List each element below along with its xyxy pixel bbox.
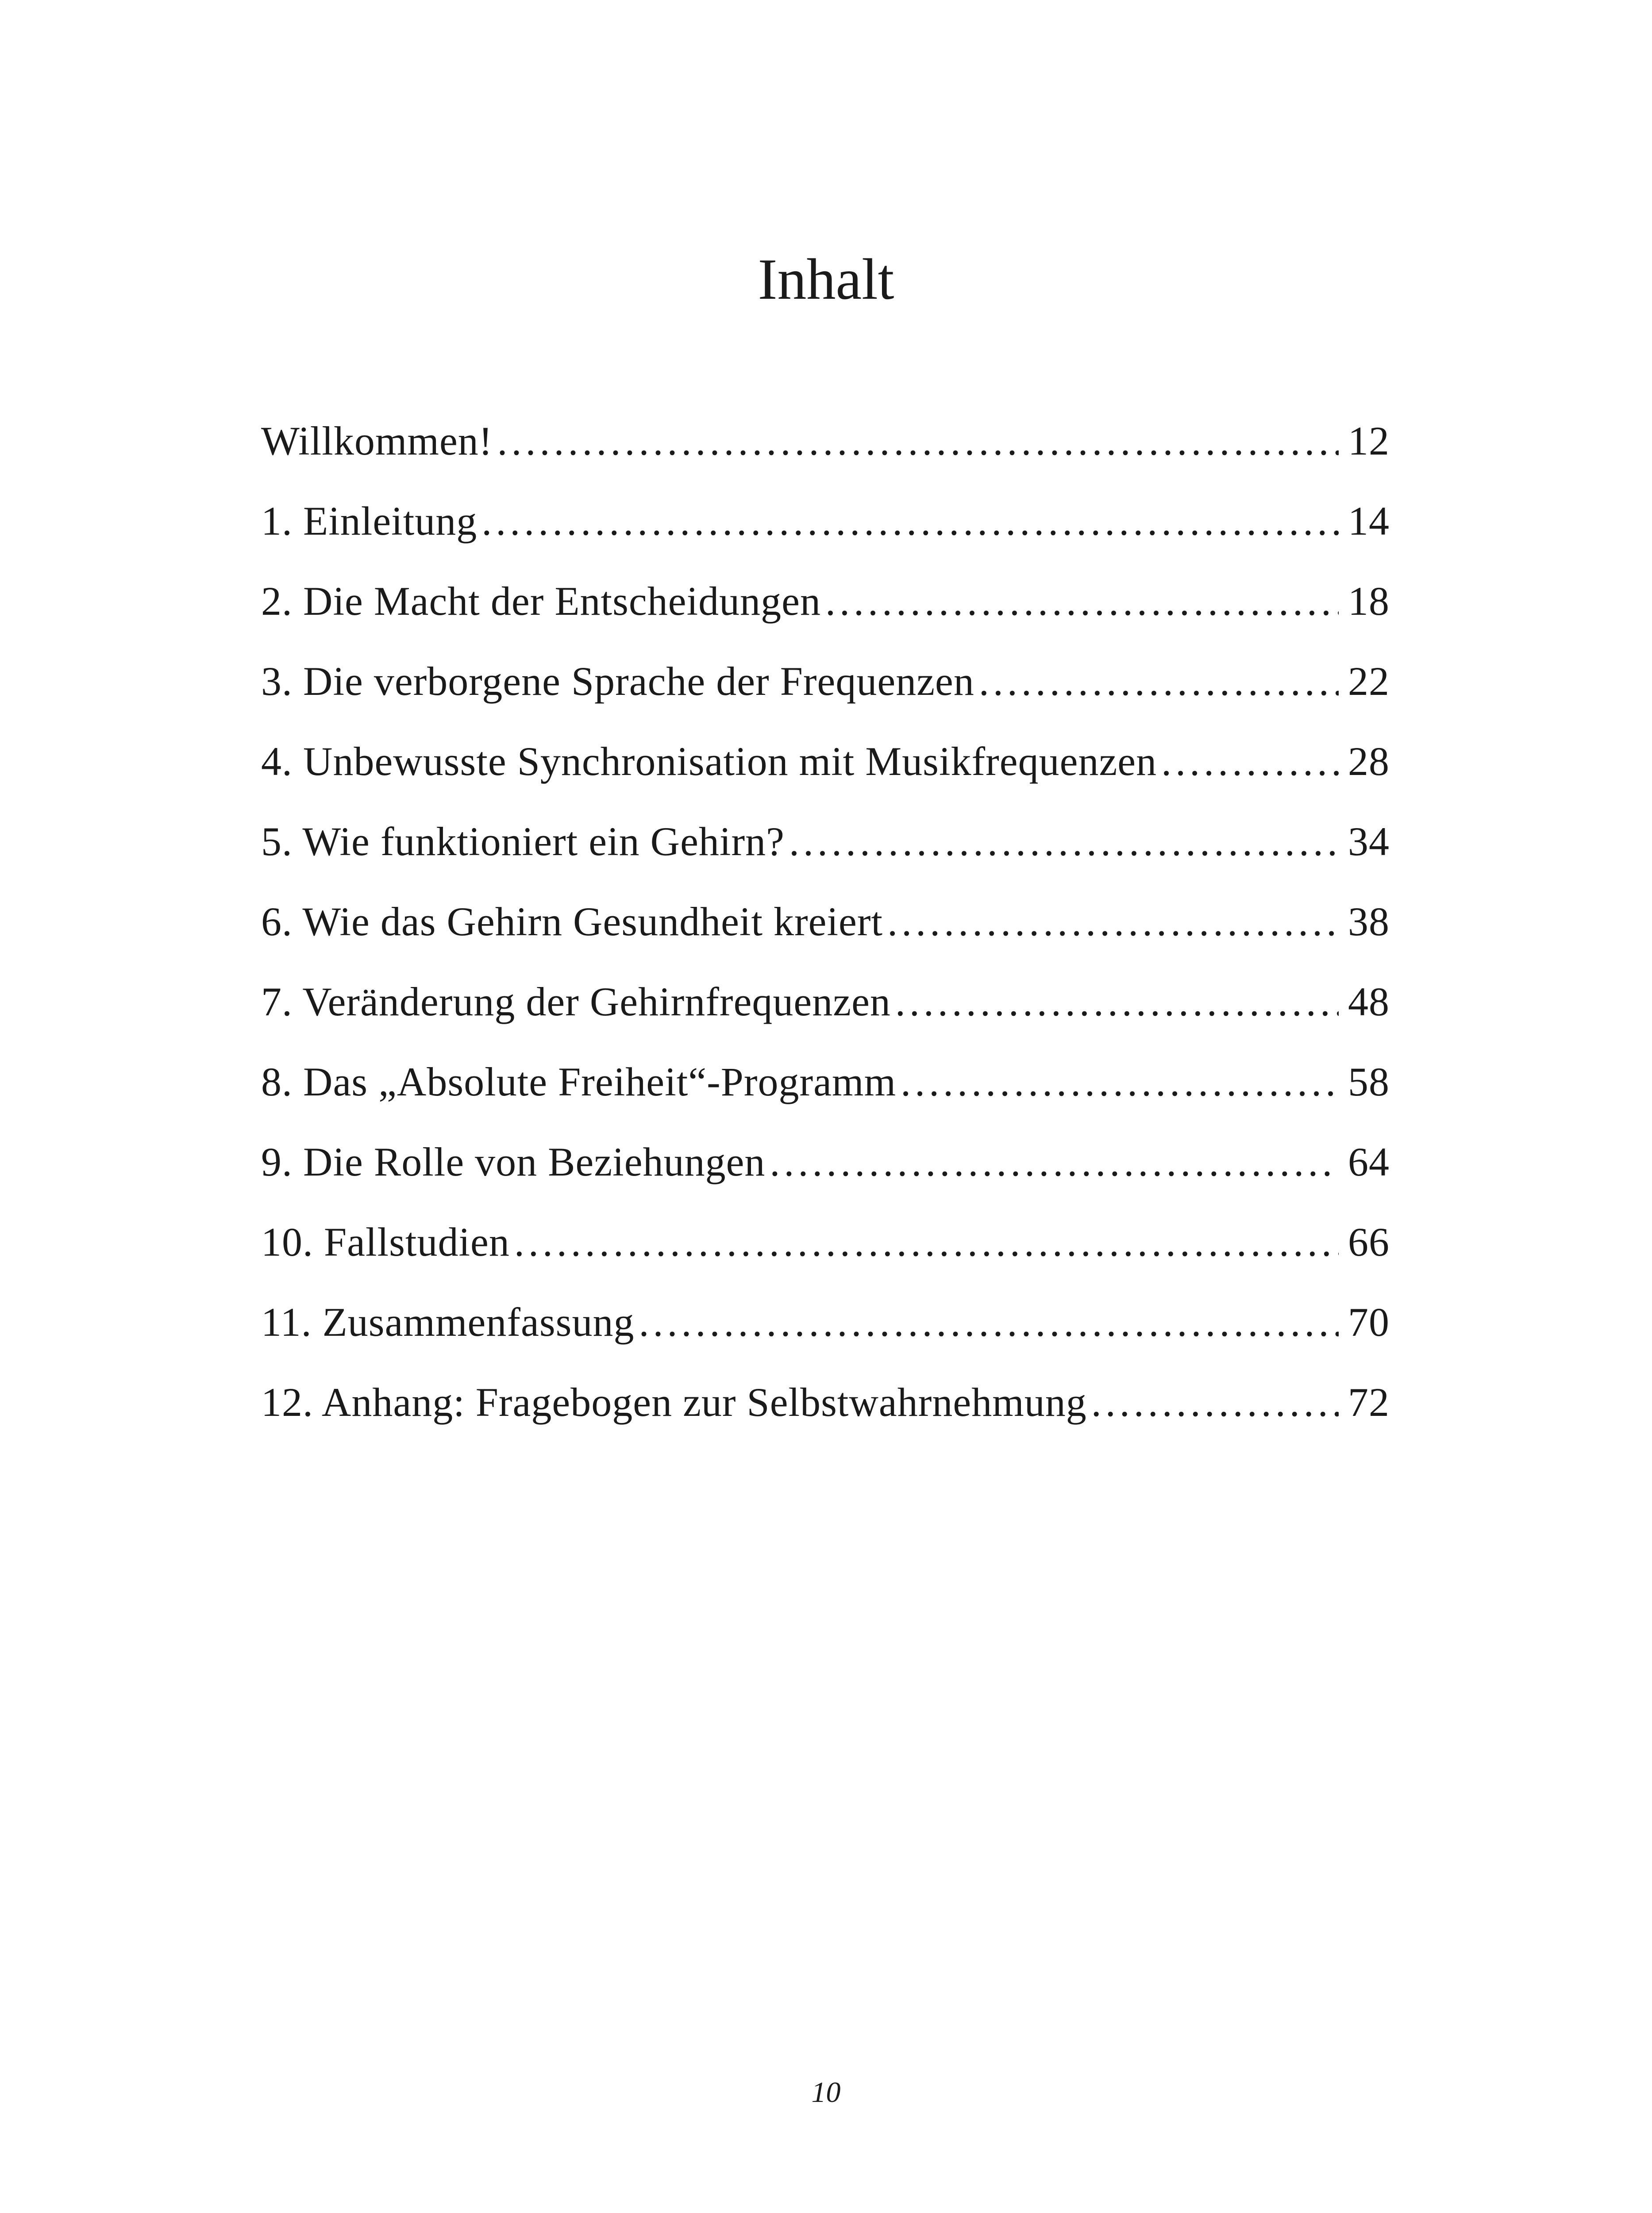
toc-entry-beziehungen[interactable] (261, 1141, 1390, 1222)
toc-entry-page: 58 (1348, 1059, 1390, 1104)
toc-entry-page: 66 (1348, 1219, 1390, 1265)
toc-entry-label: 1. Einleitung (261, 498, 478, 544)
toc-entry-absolute-freiheit[interactable] (261, 1061, 1390, 1141)
toc-entry-label: 3. Die verborgene Sprache der Frequenzen (261, 659, 974, 704)
toc-entry-label: 10. Fallstudien (261, 1219, 510, 1265)
toc-entry-anhang[interactable] (261, 1382, 1390, 1462)
toc-dot-leader (789, 821, 1339, 862)
toc-entry-label: 5. Wie funktioniert ein Gehirn? (261, 819, 785, 864)
toc-entry-page: 38 (1348, 899, 1390, 944)
toc-dot-leader (1091, 1382, 1339, 1423)
toc-entry-page: 72 (1348, 1380, 1390, 1425)
toc-entry-sprache-der-frequenzen[interactable] (261, 661, 1390, 741)
table-of-contents (261, 420, 1390, 1462)
page-number: 10 (811, 2076, 841, 2109)
toc-entry-fallstudien[interactable] (261, 1219, 1390, 1302)
toc-entry-label: 9. Die Rolle von Beziehungen (261, 1139, 766, 1184)
toc-entry-page: 48 (1348, 979, 1390, 1024)
toc-entry-page: 14 (1348, 498, 1390, 544)
toc-entry-label: 2. Die Macht der Entscheidungen (261, 578, 821, 624)
toc-entry-label: 4. Unbewusste Synchronisation mit Musikfrequenzen (261, 739, 1157, 784)
toc-entry-page: 64 (1348, 1139, 1390, 1184)
page-title: Inhalt (758, 247, 894, 312)
toc-entry-page: 22 (1348, 659, 1390, 704)
toc-entry-page: 28 (1348, 739, 1390, 784)
toc-dot-leader (639, 1302, 1339, 1342)
toc-entry-einleitung[interactable] (261, 498, 1390, 581)
toc-dot-leader (901, 1061, 1339, 1102)
toc-dot-leader (895, 981, 1339, 1022)
toc-entry-gehirnfrequenzen[interactable] (261, 981, 1390, 1061)
toc-entry-page: 34 (1348, 819, 1390, 864)
toc-entry-label: 8. Das „Absolute Freiheit“-Programm (261, 1059, 897, 1104)
toc-dot-leader (887, 901, 1339, 942)
toc-entry-gesundheit[interactable] (261, 901, 1390, 981)
toc-entry-page: 18 (1348, 578, 1390, 624)
toc-entry-label: 6. Wie das Gehirn Gesundheit kreiert (261, 899, 883, 944)
toc-entry-label: 12. Anhang: Fragebogen zur Selbstwahrnehmung (261, 1380, 1087, 1425)
toc-dot-leader (825, 581, 1339, 621)
toc-entry-macht-der-entscheidungen[interactable] (261, 578, 1390, 661)
toc-dot-leader (1161, 741, 1339, 782)
toc-entry-label: 7. Veränderung der Gehirnfrequenzen (261, 979, 891, 1024)
toc-entry-synchronisation[interactable] (261, 741, 1390, 821)
toc-entry-page: 70 (1348, 1299, 1390, 1345)
toc-entry-gehirn-funktion[interactable] (261, 821, 1390, 901)
toc-entry-label: Willkommen! (261, 418, 493, 463)
toc-dot-leader (770, 1141, 1339, 1182)
toc-dot-leader (979, 661, 1339, 702)
toc-dot-leader (481, 501, 1339, 541)
toc-entry-page: 12 (1348, 418, 1390, 463)
toc-entry-zusammenfassung[interactable] (261, 1299, 1390, 1382)
toc-dot-leader (514, 1222, 1339, 1262)
toc-entry-willkommen[interactable] (261, 420, 1390, 501)
toc-entry-label: 11. Zusammenfassung (261, 1299, 635, 1345)
toc-dot-leader (497, 420, 1339, 461)
